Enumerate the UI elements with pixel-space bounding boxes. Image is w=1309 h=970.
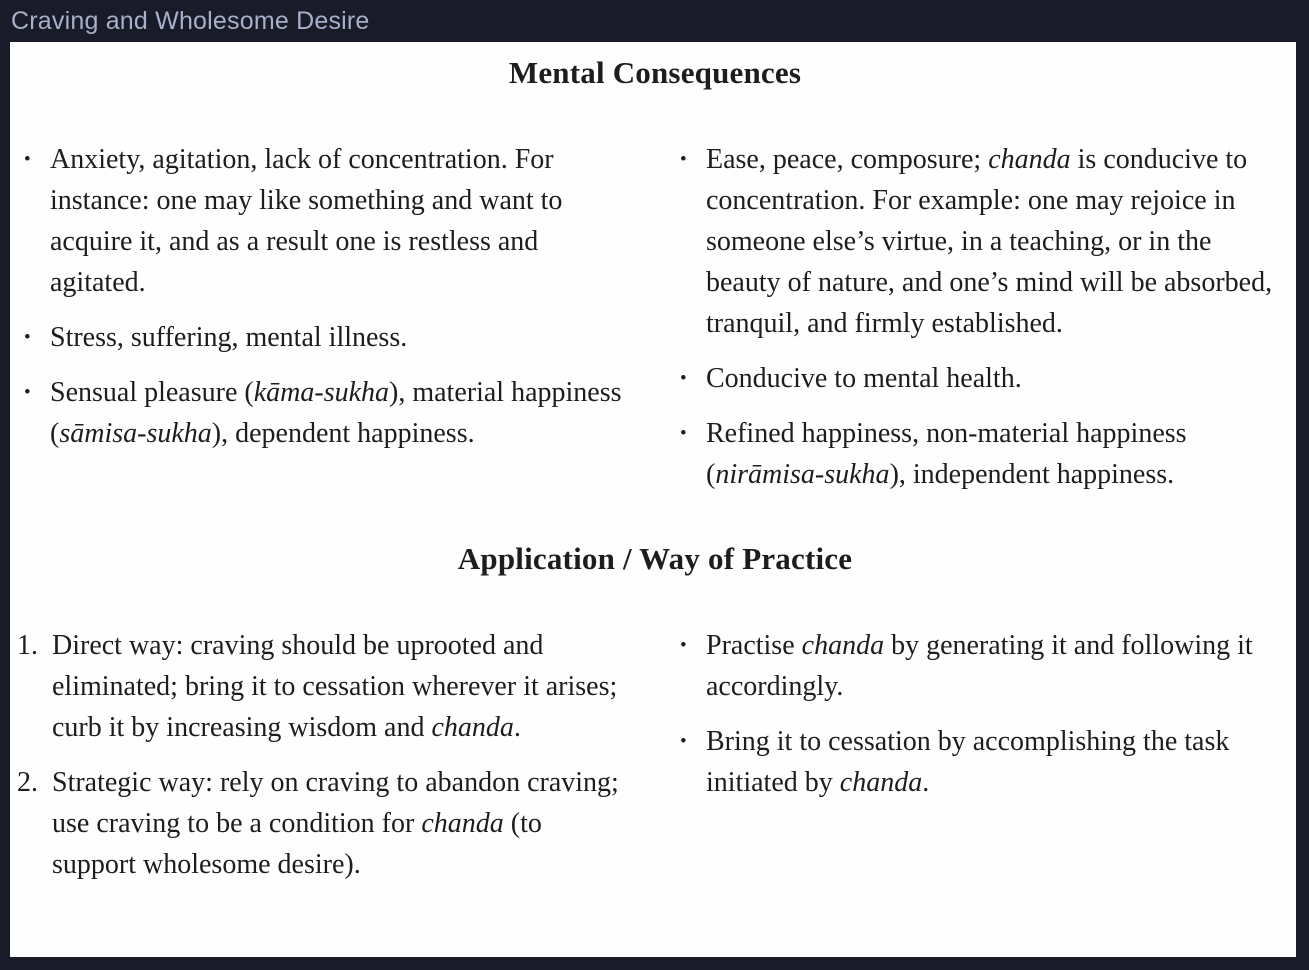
document-page [10,42,1296,957]
list-item [678,139,1288,344]
list-item [22,317,632,358]
item-number: 1. [17,630,38,661]
mental-consequences-left-list [22,139,632,509]
list-item [22,372,632,454]
list-item [22,139,632,303]
bullet-marker: • [680,423,687,444]
item-text: Bring it to cessation by accomplishing the task initiated by chanda. [706,726,1230,798]
section-heading-mental-consequences: Mental Consequences [508,55,802,90]
mental-consequences-columns [22,139,1288,509]
titlebar [0,0,1309,42]
bullet-marker: • [24,382,31,403]
application-left-list [17,625,632,899]
bullet-marker: • [24,149,31,170]
bullet-marker: • [680,635,687,656]
bullet-marker: • [680,368,687,389]
list-item [17,625,632,748]
note-title[interactable]: Craving and Wholesome Desire [11,6,370,35]
bullet-marker: • [24,327,31,348]
list-item [678,413,1288,495]
application-columns [17,625,1288,899]
item-text: Stress, suffering, mental illness. [50,322,408,353]
list-item [678,625,1288,707]
list-item [678,721,1288,803]
item-text: Refined happiness, non-material happiness (nirāmisa-sukha), independent happiness. [706,418,1187,490]
item-text: Practise chanda by generating it and following it accordingly. [706,630,1253,702]
item-text: Sensual pleasure (kāma-sukha), material happiness (sāmisa-sukha), dependent happiness. [50,377,622,449]
section-heading-application: Application / Way of Practice [457,541,853,576]
list-item [17,762,632,885]
item-text: Conducive to mental health. [706,363,1022,394]
item-number: 2. [17,767,38,798]
item-text: Direct way: craving should be uprooted and eliminated; bring it to cessation wherever it arises; curb it by increasing wisdom and chanda. [52,630,618,743]
list-item [678,358,1288,399]
item-text: Anxiety, agitation, lack of concentration. For instance: one may like something and want to acquire it, and as a result one is restless and agitated. [50,144,563,298]
item-text: Ease, peace, composure; chanda is conducive to concentration. For example: one may rejoice in someone else’s virtue, in a teaching, or in the beauty of nature, and one’s mind will be absorbed, tranquil, and firmly established. [706,144,1273,339]
bullet-marker: • [680,731,687,752]
application-right-list [678,625,1288,899]
item-text: Strategic way: rely on craving to abandon craving; use craving to be a condition for chanda (to support wholesome desire). [52,767,619,880]
bullet-marker: • [680,149,687,170]
mental-consequences-right-list [678,139,1288,509]
